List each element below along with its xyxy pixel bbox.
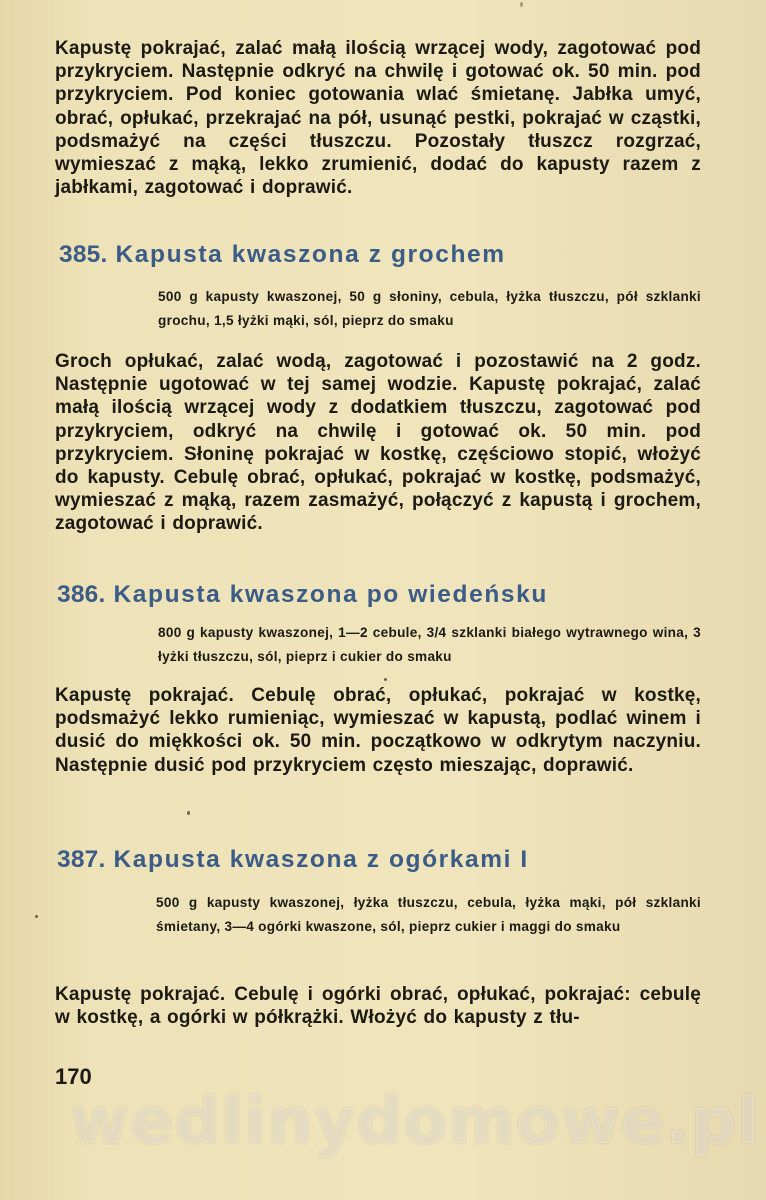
watermark-text: wedlinydomowe.pl [70,1085,761,1159]
print-speck [520,2,523,7]
recipe-386-number: 386. [57,581,106,608]
recipe-386-ingredients: 800 g kapusty kwaszonej, 1—2 cebule, 3/4 szklanki białego wytrawnego wina, 3 łyżki tłuszczu, sól, pieprz i cukier do smaku [158,625,701,664]
recipe-385-title: Kapusta kwaszona z grochem [115,241,506,268]
recipe-385-number: 385. [59,241,108,268]
recipe-387-method-block [55,983,701,1029]
recipe-386-title: Kapusta kwaszona po wiedeńsku [113,581,548,608]
recipe-386-heading [57,580,548,610]
recipe-386-method-block [55,684,701,777]
page-number: 170 [55,1064,92,1089]
recipe-385-heading [59,240,506,270]
recipe-385-method-block [55,350,701,536]
intro-text-block [55,37,701,199]
recipe-387-ingredients: 500 g kapusty kwaszonej, łyżka tłuszczu, cebula, łyżka mąki, pół szklanki śmietany, 3—4 ogórki kwaszone, sól, pieprz cukier i maggi do smaku [156,895,701,934]
recipe-387-method: Kapustę pokrajać. Cebulę i ogórki obrać, opłukać, pokrajać: cebulę w kostkę, a ogórki w półkrążki. Włożyć do kapusty z tłu- [55,984,701,1029]
recipe-385-ingredients: 500 g kapusty kwaszonej, 50 g słoniny, cebula, łyżka tłuszczu, pół szklanki grochu, 1,5 łyżki mąki, sól, pieprz do smaku [158,289,701,328]
recipe-387-title: Kapusta kwaszona z ogórkami I [113,846,529,873]
recipe-387-number: 387. [57,846,106,873]
print-speck [35,915,38,918]
print-speck [187,811,190,815]
intro-paragraph: Kapustę pokrajać, zalać małą ilością wrzącej wody, zagotować pod przykryciem. Następnie odkryć na chwilę i gotować ok. 50 min. pod przykryciem. Pod koniec gotowania wlać śmietanę. Jabłka umyć, obrać, opłukać, przekrajać na pół, usunąć pestki, pokrajać w cząstki, podsmażyć na części tłuszczu. Pozostały tłuszcz rozgrzać, wymieszać z mąką, lekko zrumienić, dodać do kapusty razem z jabłkami, zagotować i doprawić. [55,38,701,199]
recipe-387-heading [57,845,529,875]
recipe-386-method: Kapustę pokrajać. Cebulę obrać, opłukać, pokrajać w kostkę, podsmażyć lekko rumieniąc, wymieszać w kapustą, podlać winem i dusić do miękkości ok. 50 min. początkowo w odkrytym naczyniu. Następnie dusić pod przykryciem często mieszając, doprawić. [55,685,701,776]
recipe-385-method: Groch opłukać, zalać wodą, zagotować i pozostawić na 2 godz. Następnie ugotować w tej samej wodzie. Kapustę pokrajać, zalać małą ilością wrzącej wody z dodatkiem tłuszczu, zagotować pod przykryciem, odkryć na chwilę i gotować ok. 50 min. pod przykryciem. Słoninę pokrajać w kostkę, częściowo stopić, włożyć do kapusty. Cebulę obrać, opłukać, pokrajać w kostkę, podsmażyć, wymieszać z mąką, razem zasmażyć, połączyć z kapustą i grochem, zagotować i doprawić. [55,351,701,535]
print-speck [384,678,387,681]
